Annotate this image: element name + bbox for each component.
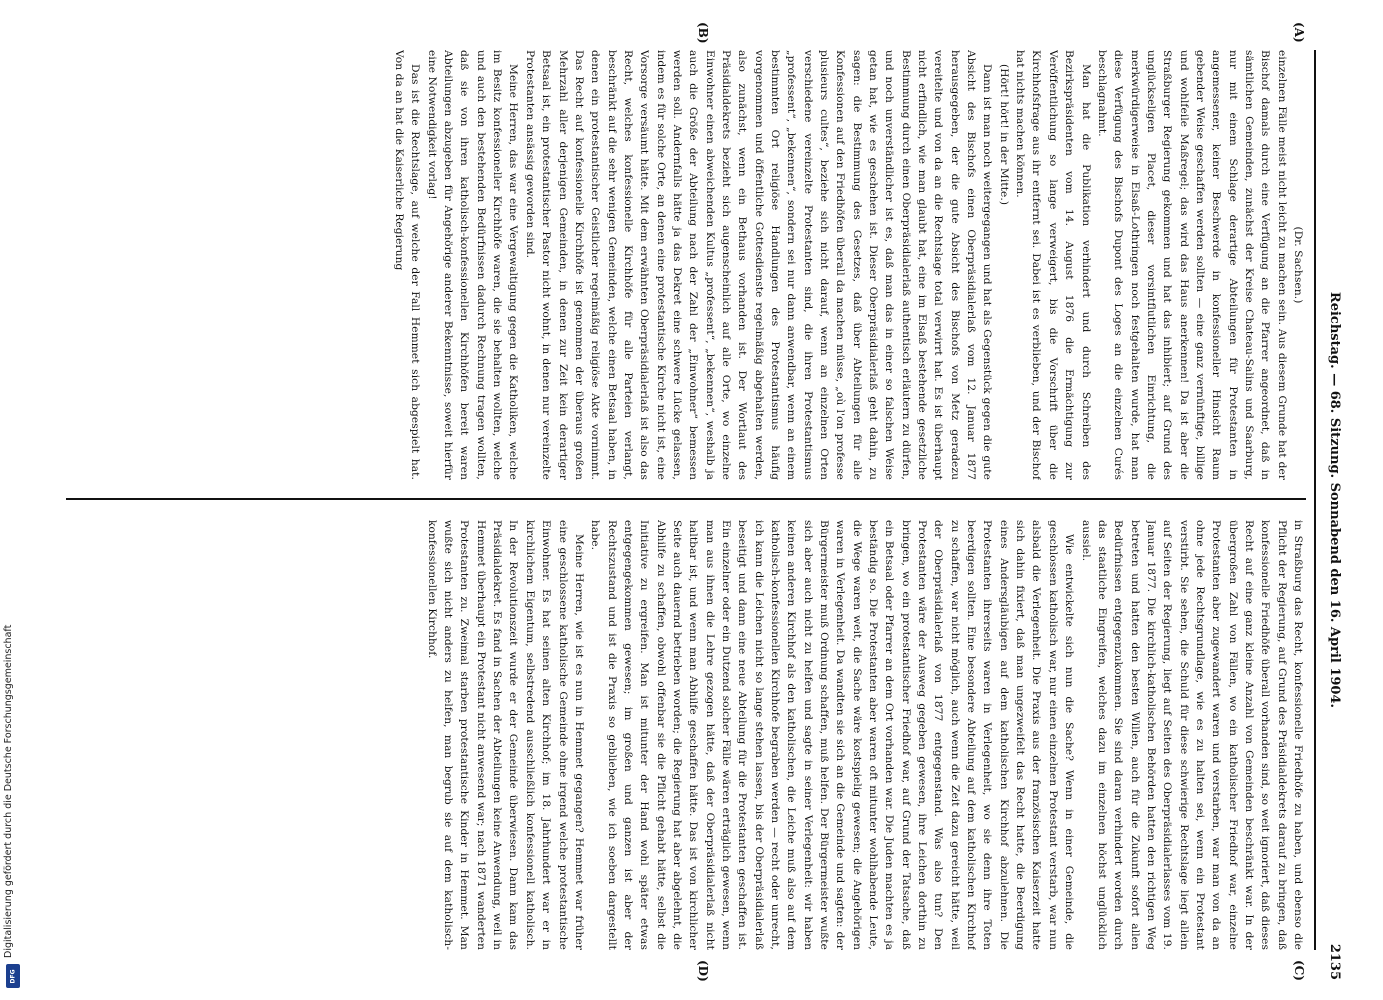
left-paragraph: Dann ist man noch weitergegangen und hat als Gegenstück gegen die gute Absicht des Bischofs einen Oberpräsidialerlaß vom 12. Januar 1877 herausgegeben, der die gute Absicht des Bischofs von Metz geradezu vereitelte und von da an die Rechtslage total verwirrt hat. Es ist überhaupt nicht erfindlich, wie man glaubt hat, eine im Elsaß bestehende gesetzliche Bestimmung durch einen Oberpräsidialerlaß authentisch erläutern zu dürfen, und noch unverständlicher ist es, daß man das in einer so falschen Weise getan hat, wie es geschehen ist. Dieser Oberpräsidialerlaß geht dahin, zu sagen: die Bestimmung des Gesetzes, daß über Abteilungen für alle Konfessionen auf den Friedhöfen überall da machen müsse, „où l'on professe plusieurs cultes“, beziehe sich nicht darauf, wenn an einzelnen Orten verschiedene vereinzelte Protestanten sind, die ihren Protestantismus „professent“, „bekennen“, sondern sei nur dann anwendbar, wenn an einem bestimmten Ort religiöse Handlungen des Protestantismus häufig vorgenommen und öffentliche Gottesdienste regelmäßig abgehalten werden, also zunächst, wenn ein Bethaus vorhanden ist. Der Wortlaut des Präsidialdekrets bezieht sich augenscheinlich auf alle Orte, wo einzelne Einwohner einen abweichenden Kultus „professent“, „bekennen“, weshalb ja auch die Größe der Abteilung nach der Zahl der „Einwohner“ bemessen werden soll. Andernfalls hätte ja das Dekret eine schwere Lücke gelassen, indem es für solche Orte, an denen eine protestantische Kirche nicht ist, eine Vorsorge versäumt hätte. Mit dem erwähnten Oberpräsidialerlaß ist also das Recht, welches konfessionelle Kirchhöfe für alle Parteien verlangt, beschränkt auf die sehr wenigen Gemeinden, welche einen Betsaal haben, in denen ein protestantischer Geistlicher regelmäßig religiöse Akte vornimmt. Das Recht auf konfessionelle Kirchhöfe ist genommen der überaus großen Mehrzahl aller derjenigen Gemeinden, in denen zur Zeit kein derartiger Betsaal ist, ein protestantischer Pastor nicht wohnt, in denen nur vereinzelte Protestanten ansässig geworden sind. bbox=[523, 50, 994, 480]
running-head: Reichstag. — 68. Sitzung. Sonnabend den 16. April 1904. bbox=[1327, 291, 1342, 709]
margin-marker-a: (A) bbox=[1292, 22, 1306, 43]
right-column bbox=[66, 520, 1306, 950]
right-paragraph: Meine Herren, wie ist es nun in Hemmet gegangen? Hemmet war früher eine geschlossene katholische Gemeinde ohne irgend welche protestantische Einwohner. Es hat seinen alten Kirchhof; im 18. Jahrhundert war er in kirchlichem Eigentum, selbstredend ausschließlich konfessionell katholisch. In der Revolutionszeit wurde er der Gemeinde überwiesen. Dann kam das Präsidialdekret. Es fand in Sachen der Abteilungen keine Anwendung, weil in Hemmet überhaupt ein Protestant nicht anwesend war; nach 1871 wanderten Protestanten zu. Zweimal starben protestantische Kinder in Hemmet. Man wußte sich nicht anders zu helfen, man begrub sie auf dem katholisch-konfessionellen Kirchhof. bbox=[425, 520, 585, 950]
margin-marker-b: (B) bbox=[696, 22, 710, 44]
left-paragraph: (Hört! hört! in der Mitte.) bbox=[997, 64, 1010, 206]
page-number: 2135 bbox=[1327, 943, 1342, 980]
column-rule bbox=[66, 498, 1306, 500]
speaker-tag: (Dr. Sachsen.) bbox=[1292, 226, 1304, 304]
margin-marker-d: (D) bbox=[696, 960, 710, 982]
right-paragraphs bbox=[423, 520, 1306, 950]
rotated-page bbox=[50, 0, 1350, 1000]
left-paragraph: Man hat die Publikation verhindert und durch Schreiben des Bezirkspräsidenten vom 14. August 1876 die Ermächtigung zur Veröffentlichung so lange verweigert, bis die Vorschrift über die Kirchhofsfrage aus ihr entfernt sei. Dabei ist es verblieben, und der Bischof hat nichts machen können. bbox=[1014, 50, 1092, 480]
dfg-logo: DFG bbox=[6, 964, 20, 988]
page-header bbox=[1320, 50, 1342, 980]
left-paragraph: Meine Herren, das war eine Vergewaltigung gegen die Katholiken, welche im Besitz konfessioneller Kirchhöfe waren, die sie behalten wollten, welche und auch den bestehenden Bedürfnissen dadurch Rechnung tragen wollten, daß sie von ihren katholisch-konfessionellen Kirchhöfen bereit waren Abteilungen abzugeben für Angehörige anderer Bekenntnisse, soweit hierfür eine Notwendigkeit vorlag! bbox=[425, 50, 520, 480]
header-rule bbox=[1314, 50, 1316, 950]
right-paragraph: in Straßburg das Recht, konfessionelle Friedhöfe zu haben, und ebenso die Pflicht der Regierung, auf Grund des Präsidialdekrets darauf zu bringen, daß konfessionelle Friedhöfe überall vorhanden sind, so weit ignoriert, daß dieses Recht auf eine ganz kleine Anzahl von Gemeinden beschränkt war. In der übergroßen Zahl von Fällen, wo ein katholischer Friedhof war, einzelne Protestanten aber zugewandert waren und verstarben, war man von da an ohne jede Rechtsgrundlage, wie es zu halten sei, wenn ein Protestant verstirbt. Sie sehen, die Schuld für diese schwierige Rechtslage liegt allein auf Seiten der Regierung, liegt auf Seiten des Oberpräsidialerlasses vom 19. Januar 1877. Die kirchlich-katholischen Behörden hatten den richtigen Weg betreten und hatten den besten Willen, auch für die Zukunft sofort allen Bedürfnissen entgegenzukommen. Sie sind daran verhindert worden durch das staatliche Eingreifen, welches dazu im einzelnen höchst unglücklich aussiel. bbox=[1079, 520, 1304, 950]
digitization-note: Digitalisierung gefördert durch die Deutsche Forschungsgemeinschaft bbox=[3, 624, 14, 958]
right-paragraph: Wie entwickelte sich nun die Sache? Wenn in einer Gemeinde, die geschlossen katholisch war, nur einen einzelnen Protestant verstarb, war nun alsbald die Verlegenheit. Die Praxis aus der französischen Kaiserzeit hatte sich dahin fixiert, daß man ungezweifelt das Recht hatte, die Beerdigung eines Andersgläubigen auf dem katholischen Kirchhof abzulehnen. Die Protestanten ihrerseits waren in Verlegenheit, wo sie denn ihre Toten beerdigen sollten. Eine besondere Abteilung auf dem katholischen Kirchhof zu schaffen, war nicht möglich, auch wenn die Zeit dazu gereicht hätte, weil der Oberpräsidialerlaß von 1877 entgegenstand. Was also tun? Den Protestanten wäre der Ausweg gegeben gewesen, ihre Leichen dorthin zu bringen, wo ein protestantischer Friedhof war, auf Grund der Tatsache, daß ein Betsaal oder Pfarrer an dem Ort vorhanden war. Die Juden machten es ja beständig so. Die Protestanten aber waren oft mitunter wohlhabende Leute, die Wege waren weit, die Sache wäre kostspielig gewesen; die Angehörigen waren in Verlegenheit. Da wandten sie sich an die Gemeinde und sagten: der Bürgermeister muß Ordnung schaffen, muß helfen. Der Bürgermeister wußte sich aber auch nicht zu helfen und sagte in seiner Verlegenheit: wir haben keinen anderen Kirchhof als den katholischen, die Leiche muß also auf dem katholisch-konfessionellen Kirchhofe begraben werden — recht oder unrecht, ich kann die Leichen nicht so lange stehen lassen, bis der Oberpräsidialerlaß beseitigt und dann eine neue Abteilung für die Protestanten geschaffen ist. Ein einzelner oder ein Dutzend solcher Fälle wären erträglich gewesen, wenn man aus ihnen die Lehre gezogen hätte, daß der Oberpräsidialerlaß nicht haltbar ist, und wenn man Abhilfe geschaffen hätte. Das ist von kirchlicher Seite auch dauernd betrieben worden; die Regierung hat aber abgelehnt, die Abhilfe zu schaffen, obwohl offenbar sie die Pflicht gehabt hätte, selbst die Initiative zu ergreifen. Man ist mitunter der Hand wohl später etwas entgegengekommen gewesen; im großen und ganzen ist aber der Rechtszustand und ist die Praxis so geblieben, wie ich soeben dargestellt habe. bbox=[589, 520, 1076, 950]
left-column bbox=[66, 50, 1306, 480]
left-paragraph: einzelnen Fälle meist nicht leicht zu machen sein. Aus diesem Grunde hat der Bischof damals durch eine Verfügung an die Pfarrer angeordnet, daß in sämtlichen Gemeinden, zunächst der Kreise Chateau-Salins und Saarburg, nur mit einem Schlage derartige Abteilungen für Protestanten in angemessener, keiner Beschwerde in konfessioneller Hinsicht Raum gebender Weise geschaffen werden sollten — eine ganz vernünftige, billige und wohlfeile Maßregel; das wird das Haus anerkennen! Da ist aber die Straßburger Regierung gekommen und hat das inhibiert; auf Grund des unglückseligen Placet, dieser vorsintflutlichen Einrichtung, die merkwürdigerweise in Elsaß-Lothringen noch festgehalten wurde, hat man diese Verfügung des Bischofs Dupont des Loges an die einzelnen Curés beschlagnahmt. bbox=[1095, 50, 1288, 480]
left-paragraphs bbox=[391, 50, 1290, 480]
margin-marker-c: (C) bbox=[1292, 960, 1306, 981]
left-paragraph: Das ist die Rechtslage, auf welche der Fall Hemmet sich abgespielt hat. Von da an hat die Kaiserliche Regierung bbox=[393, 50, 422, 480]
